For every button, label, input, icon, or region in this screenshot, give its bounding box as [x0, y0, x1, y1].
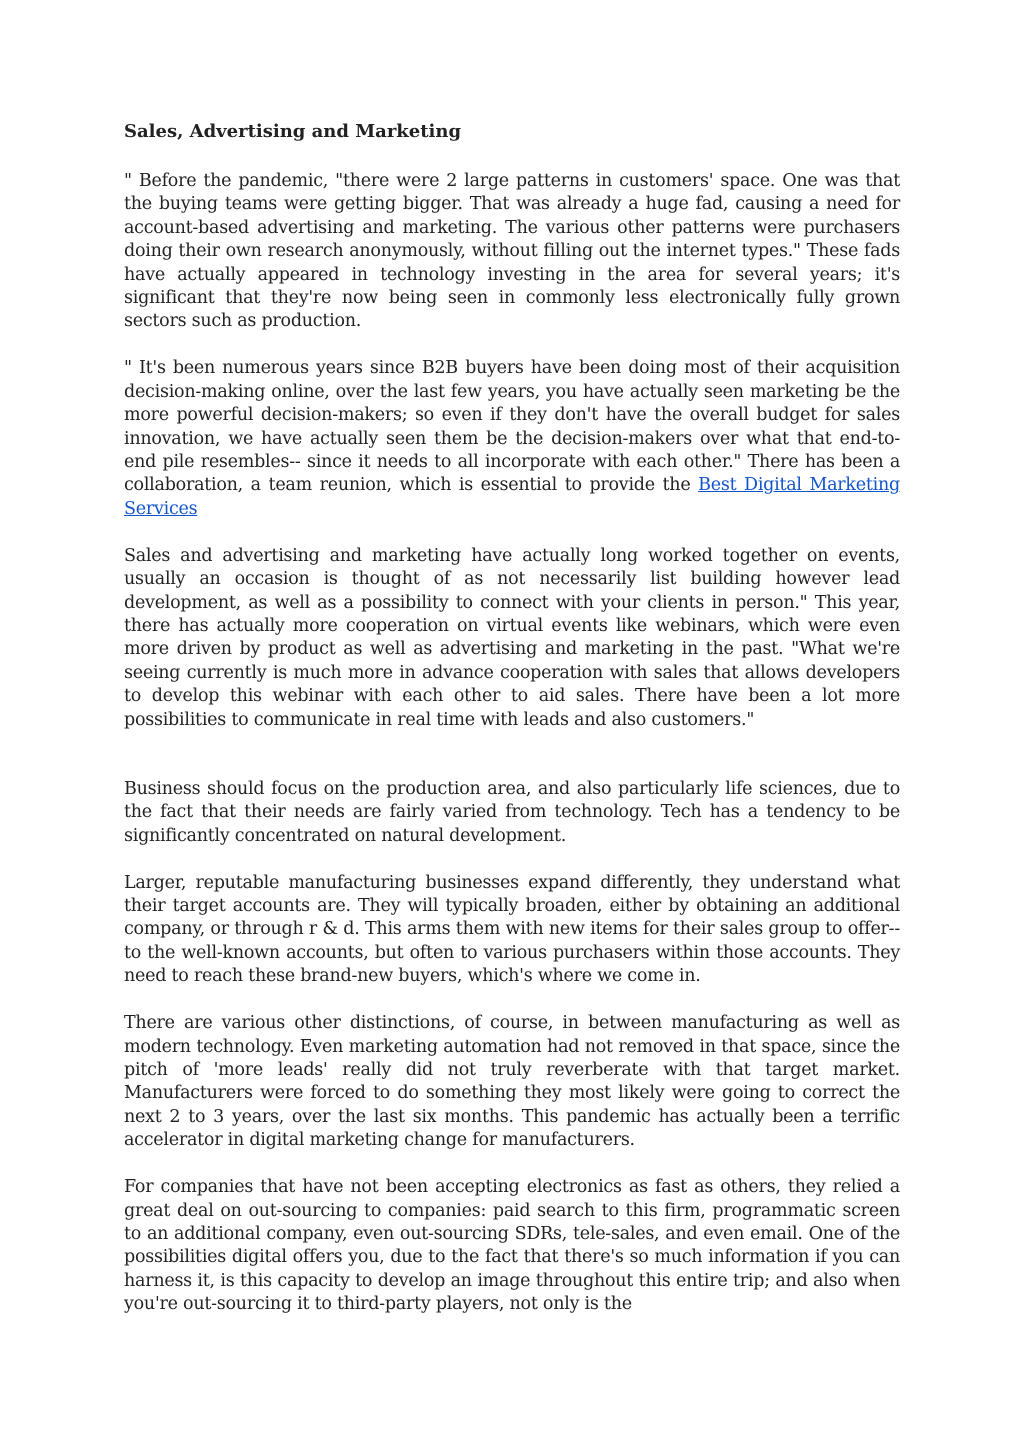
- document-body: [124, 120, 900, 1340]
- paragraph-events-cooperation: Sales and advertising and marketing have actually long worked together on events, usually an occasion is thought of as not necessarily list building however lead development, as well as a possibility to connect with your clients in person." This year, there has actually more cooperation on virtual events like webinars, which were even more driven by product as well as advertising and marketing in the past. "What we're seeing currently is much more in advance cooperation with sales that allows developers to develop this webinar with each other to aid sales. There have been a lot more possibilities to communicate in real time with leads and also customers.": [124, 545, 900, 730]
- paragraph-distinctions: There are various other distinctions, of course, in between manufacturing as well as modern technology. Even marketing automation had not removed in that space, since the pitch of 'more leads' really did not truly reverberate with that target market. Manufacturers were forced to do something they most likely were going to correct the next 2 to 3 years, over the last six months. This pandemic has actually been a terrific accelerator in digital marketing change for manufacturers.: [124, 1013, 900, 1151]
- paragraph-b2b-buyers: [124, 357, 900, 521]
- paragraph-larger-manufacturers: Larger, reputable manufacturing businesses expand differently, they understand what their target accounts are. They will typically broaden, either by obtaining an additional company, or through r & d. This arms them with new items for their sales group to offer-- to the well-known accounts, but often to various purchasers within those accounts. They need to reach these brand-new buyers, which's where we come in.: [124, 872, 900, 987]
- paragraph-b2b-buyers-text: " It's been numerous years since B2B buyers have been doing most of their acquisition decision-making online, over the last few years, you have actually seen marketing be the more powerful decision-makers; so even if they don't have the overall budget for sales innovation, we have actually seen them be the decision-makers over what that end-to-end pile resembles-- since it needs to all incorporate with each other." There has been a collaboration, a team reunion, which is essential to provide the: [124, 358, 900, 496]
- paragraph-outsourcing: For companies that have not been accepting electronics as fast as others, they relied a great deal on out-sourcing to companies: paid search to this firm, programmatic screen to an additional company, even out-sourcing SDRs, tele-sales, and even email. One of the possibilities digital offers you, due to the fact that there's so much information if you can harness it, is this capacity to develop an image throughout this entire trip; and also when you're out-sourcing it to third-party players, not only is the: [124, 1177, 900, 1315]
- paragraph-production-focus: Business should focus on the production area, and also particularly life sciences, due to the fact that their needs are fairly varied from technology. Tech has a tendency to be significantly concentrated on natural development.: [124, 778, 900, 846]
- best-digital-marketing-services-link[interactable]: Best Digital Marketing Services: [124, 475, 900, 519]
- document-title: Sales, Advertising and Marketing: [124, 121, 462, 142]
- paragraph-pandemic-patterns: " Before the pandemic, "there were 2 large patterns in customers' space. One was that the buying teams were getting bigger. That was already a huge fad, causing a need for account-based advertising and marketing. The various other patterns were purchasers doing their own research anonymously, without filling out the internet types." These fads have actually appeared in technology investing in the area for several years; it's significant that they're now being seen in commonly less electronically fully grown sectors such as production.: [124, 171, 900, 332]
